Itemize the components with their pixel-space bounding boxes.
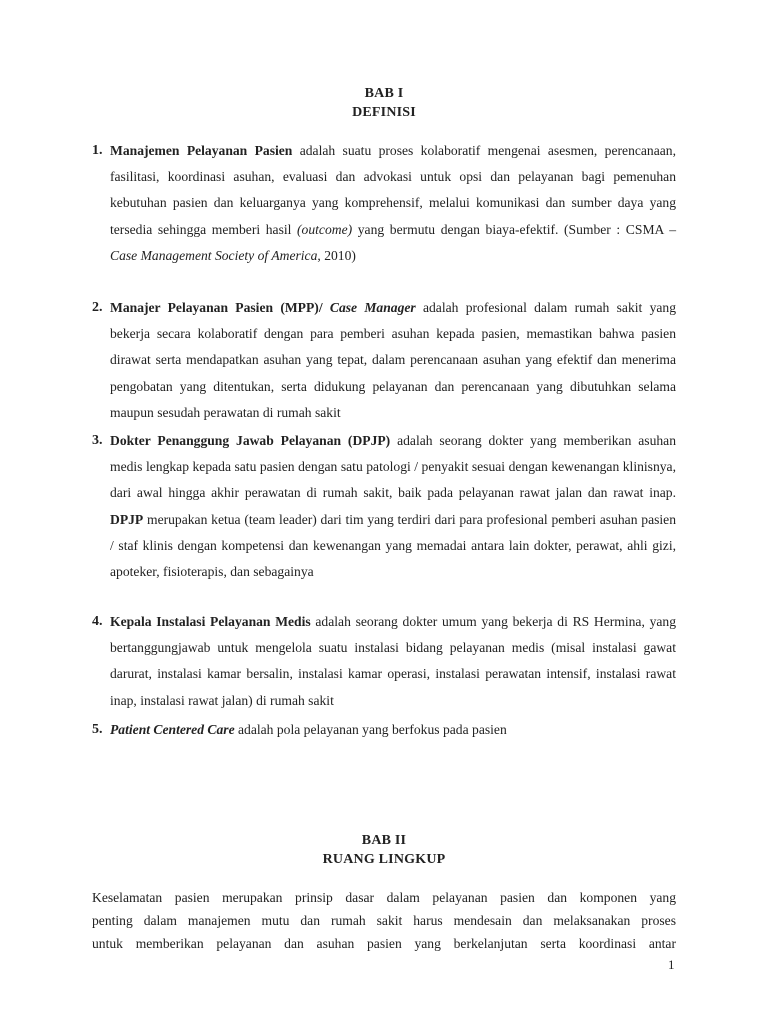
definition-text [110, 138, 676, 269]
definition-item-1 [92, 138, 676, 269]
definition-desc: adalah suatu proses kolaboratif mengenai asesmen, perencanaan, fasilitasi, koordinasi asuhan, evaluasi dan advokasi untuk opsi dan pelayanan bagi pemenuhan kebutuhan pasien dan keluarganya yang komprehensif, melalui komunikasi dan sumber daya yang tersedia sehingga memberi hasil [110, 143, 676, 237]
definition-term: Manajemen Pelayanan Pasien [110, 143, 293, 158]
definition-desc: yang bermutu dengan biaya-efektif. (Sumber : CSMA – [352, 221, 676, 237]
bab1-title: BAB I [364, 86, 404, 101]
definition-text [110, 609, 676, 714]
definition-term: Kepala Instalasi Pelayanan Medis [110, 614, 311, 629]
definition-term-italic: Case Manager [329, 300, 416, 315]
paragraph-line: untuk memberikan pelayanan dan asuhan pasien yang berkelanjutan serta koordinasi antar [92, 936, 676, 951]
bab1-subtitle: DEFINISI [352, 105, 416, 120]
paragraph-line: Keselamatan pasien merupakan prinsip dasar dalam pelayanan pasien dan komponen yang [92, 890, 676, 905]
item-number: 3. [92, 433, 103, 448]
definition-italic: Case Management Society of America [110, 247, 318, 263]
definition-term-part: Manajer Pelayanan Pasien (MPP)/ [110, 300, 330, 315]
bab2-title: BAB II [361, 833, 407, 848]
definition-desc: adalah seorang dokter umum yang bekerja di RS Hermina, yang bertanggungjawab untuk mengelola suatu instalasi bidang pelayanan medis (misal instalasi gawat darurat, instalasi kamar bersalin, instalasi kamar operasi, instalasi perawatan intensif, instalasi rawat inap, instalasi rawat jalan) di rumah sakit [110, 614, 676, 708]
definition-item-3 [92, 428, 676, 585]
definition-desc: adalah pola pelayanan yang berfokus pada pasien [234, 722, 507, 737]
definition-term: Dokter Penanggung Jawab Pelayanan (DPJP) [110, 433, 391, 448]
bab2-subtitle: RUANG LINGKUP [322, 852, 446, 867]
bab2-paragraph [92, 886, 676, 955]
definition-desc: adalah profesional dalam rumah sakit yang bekerja secara kolaboratif dengan para pemberi asuhan kepada pasien, memastikan bahwa pasien dirawat serta mendapatkan asuhan yang tepat, dalam perencanaan asuhan yang efektif dan menerima pengobatan yang ditentukan, serta didukung pelayanan dan perencanaan yang dibutuhkan selama maupun sesudah perawatan di rumah sakit [110, 300, 676, 420]
definition-term [110, 722, 235, 737]
definition-desc: adalah seorang dokter yang memberikan asuhan medis lengkap kepada satu pasien dengan satu patologi / penyakit sesuai dengan kewenangan klinisnya, dari awal hingga akhir perawatan di rumah sakit, baik pada pelayanan rawat jalan dan rawat inap. [110, 433, 676, 501]
definition-item-5 [92, 717, 676, 743]
item-number: 2. [92, 300, 103, 315]
item-number: 5. [92, 722, 103, 737]
item-number: 4. [92, 614, 103, 629]
item-number: 1. [92, 143, 103, 158]
definition-text [110, 717, 676, 743]
definition-desc: , 2010) [317, 247, 356, 263]
definition-desc: merupakan ketua (team leader) dari tim yang terdiri dari para profesional pemberi asuhan pasien / staf klinis dengan kompetensi dan kewenangan yang memadai antara lain dokter, perawat, ahli gizi, apoteker, fisioterapis, dan sebagainya [110, 511, 676, 580]
definition-italic: (outcome) [297, 221, 353, 237]
definition-text [110, 295, 676, 426]
paragraph-line: penting dalam manajemen mutu dan rumah sakit harus mendesain dan melaksanakan proses [92, 913, 676, 928]
definition-item-4 [92, 609, 676, 714]
definition-bold: DPJP [110, 511, 144, 527]
page-number: 1 [668, 957, 675, 972]
definition-term [110, 300, 416, 315]
definition-item-2 [92, 295, 676, 426]
definition-term-italic: Patient Centered Care [110, 722, 235, 737]
definition-text [110, 428, 676, 585]
